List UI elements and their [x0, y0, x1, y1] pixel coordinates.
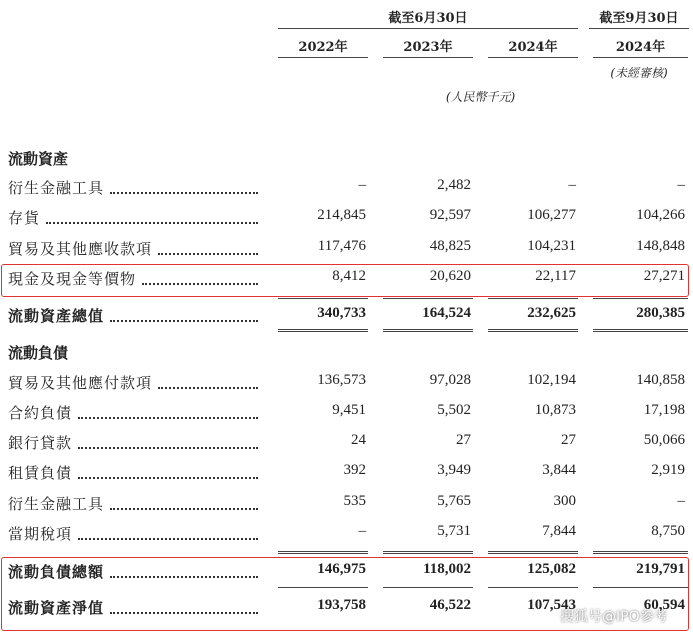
year-header-2024: 2024年	[508, 40, 558, 55]
total-rule	[593, 329, 688, 332]
cell-value: 104,231	[527, 238, 576, 254]
year-rule-2024	[488, 57, 578, 58]
cell-value: 219,791	[636, 561, 685, 577]
cell-value: 2,482	[437, 177, 471, 193]
row-label: 流動資產淨值	[8, 599, 105, 617]
total-rule	[488, 587, 578, 588]
cell-value: 27	[456, 432, 471, 448]
cell-value: 7,844	[542, 523, 576, 539]
total-rule	[383, 551, 473, 554]
cell-value: 24	[351, 432, 366, 448]
cell-value: 136,573	[317, 372, 366, 388]
cell-value: –	[677, 177, 685, 193]
dot-leader	[78, 538, 258, 540]
dot-leader	[158, 387, 258, 389]
cell-value: 214,845	[317, 207, 366, 223]
cell-value: 3,844	[542, 462, 576, 478]
dot-leader	[110, 192, 258, 194]
cell-value: 118,002	[423, 561, 471, 577]
header-rule-1	[278, 28, 578, 29]
cell-value: 106,277	[527, 207, 576, 223]
cell-value: 392	[343, 462, 366, 478]
row-label: 當期稅項	[8, 525, 73, 543]
dot-leader	[158, 253, 258, 255]
cell-value: –	[677, 493, 685, 509]
cell-value: 232,625	[527, 305, 576, 321]
dot-leader	[78, 447, 258, 449]
cell-value: 146,975	[317, 561, 366, 577]
cell-value: 5,502	[437, 402, 471, 418]
year-rule-2023	[383, 57, 473, 58]
row-label: 銀行貸款	[8, 434, 73, 452]
year-header-2023: 2023年	[403, 40, 453, 55]
cell-value: 104,266	[636, 207, 685, 223]
row-label: 衍生金融工具	[8, 495, 105, 513]
header-group-sep30: 截至9月30日	[599, 11, 679, 26]
watermark: 搜狐号@IPO参考	[560, 609, 668, 625]
cell-value: 8,750	[651, 523, 685, 539]
dot-leader	[46, 222, 258, 224]
year-header-2022: 2022年	[298, 40, 348, 55]
dot-leader	[110, 320, 258, 322]
dot-leader	[110, 612, 258, 614]
dot-leader	[78, 477, 258, 479]
header-rule-2	[589, 28, 689, 29]
total-rule	[488, 551, 578, 554]
cell-value: 107,543	[527, 597, 576, 613]
year-header-2024-sep: 2024年	[615, 40, 666, 55]
cell-value: 22,117	[535, 268, 576, 284]
cell-value: 102,194	[527, 372, 576, 388]
cell-value: 5,765	[437, 493, 471, 509]
cell-value: 92,597	[429, 207, 471, 223]
cell-value: 300	[553, 493, 576, 509]
cell-value: 50,066	[643, 432, 685, 448]
cell-value: 60,594	[643, 597, 685, 613]
cell-value: 46,522	[429, 597, 471, 613]
cell-value: 48,825	[429, 238, 471, 254]
row-label: 貿易及其他應付款項	[8, 374, 153, 392]
row-label: 存貨	[8, 209, 41, 227]
row-label: 現金及現金等價物	[8, 270, 137, 288]
cell-value: 193,758	[317, 597, 366, 613]
total-rule	[488, 329, 578, 332]
year-rule-2024-sep	[593, 57, 688, 58]
cell-value: –	[358, 523, 366, 539]
row-label: 流動資產總值	[8, 307, 105, 325]
total-rule	[383, 298, 473, 299]
unaudited-note: (未經審核)	[610, 66, 668, 80]
cell-value: 340,733	[317, 305, 366, 321]
row-label: 流動負債總額	[8, 563, 105, 581]
dot-leader	[78, 417, 258, 419]
total-rule	[278, 587, 368, 588]
cell-value: 148,848	[636, 238, 685, 254]
cell-value: 280,385	[636, 305, 685, 321]
total-rule	[278, 329, 368, 332]
cell-value: 164,524	[422, 305, 471, 321]
total-rule	[383, 329, 473, 332]
total-rule	[278, 298, 368, 299]
total-rule	[278, 551, 368, 554]
row-label: 衍生金融工具	[8, 179, 105, 197]
cell-value: 8,412	[332, 268, 366, 284]
cell-value: 27	[561, 432, 576, 448]
cell-value: 535	[343, 493, 366, 509]
row-label: 租賃負債	[8, 464, 73, 482]
cell-value: 125,082	[527, 561, 576, 577]
row-label: 合約負債	[8, 404, 73, 422]
cell-value: 9,451	[332, 402, 366, 418]
cell-value: 2,919	[651, 462, 685, 478]
unit-note: (人民幣千元)	[445, 90, 516, 104]
cell-value: 27,271	[643, 268, 685, 284]
dot-leader	[110, 508, 258, 510]
cell-value: 20,620	[429, 268, 471, 284]
total-rule	[593, 298, 688, 299]
cell-value: 3,949	[437, 462, 471, 478]
cell-value: 17,198	[643, 402, 685, 418]
cell-value: –	[568, 177, 576, 193]
section-heading: 流動負債	[8, 344, 69, 362]
total-rule	[383, 587, 473, 588]
cell-value: 97,028	[429, 372, 471, 388]
cell-value: 10,873	[534, 402, 576, 418]
total-rule	[488, 298, 578, 299]
cell-value: 117,476	[317, 238, 366, 254]
section-heading: 流動資產	[8, 150, 69, 168]
cell-value: –	[358, 177, 366, 193]
dot-leader	[110, 576, 258, 578]
dot-leader	[142, 283, 258, 285]
cell-value: 5,731	[437, 523, 471, 539]
cell-value: 140,858	[636, 372, 685, 388]
row-label: 貿易及其他應收款項	[8, 240, 153, 258]
total-rule	[593, 551, 688, 554]
year-rule-2022	[278, 57, 368, 58]
total-rule	[593, 587, 688, 588]
header-group-jun30: 截至6月30日	[388, 11, 468, 26]
